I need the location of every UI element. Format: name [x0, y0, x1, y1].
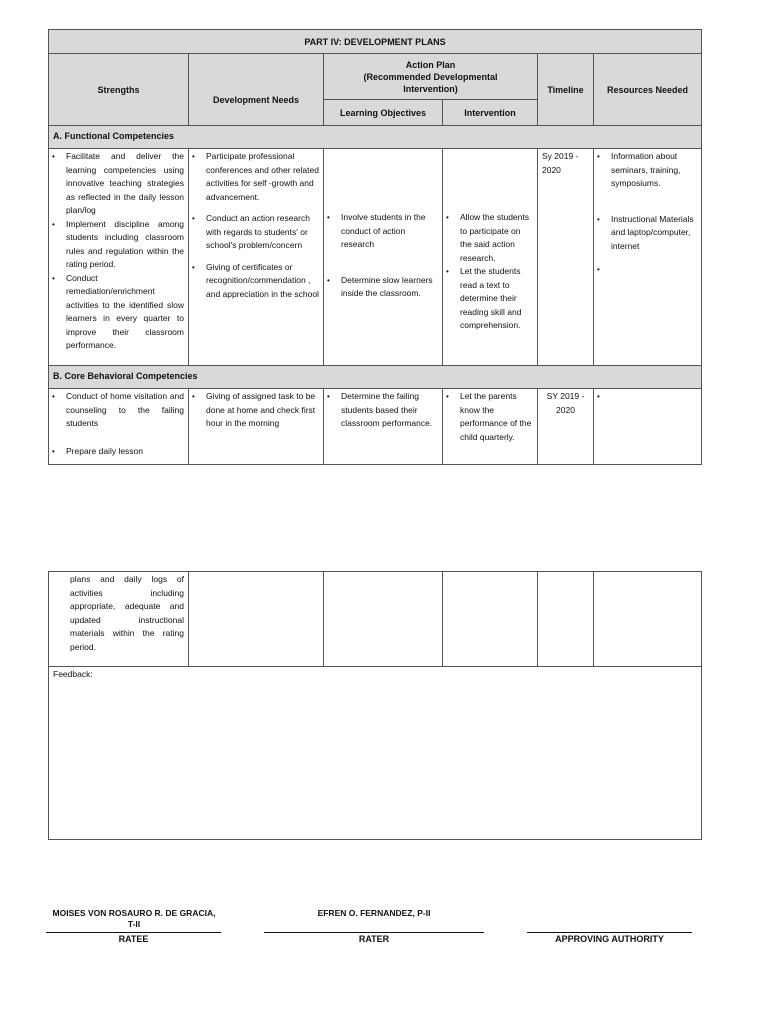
section-a-interventions [443, 149, 538, 366]
rater-role: RATER [358, 934, 390, 944]
intervention-text: Allow the students to participate on the said action research. [460, 212, 529, 263]
section-a-timeline [538, 149, 594, 366]
rater-name: EFREN O. FERNANDEZ, P-II [317, 908, 431, 918]
bullet-icon: • [446, 213, 449, 222]
list-item [324, 211, 442, 252]
timeline-text: SY 2019 - 2020 [546, 391, 585, 415]
bullet-icon: • [52, 392, 55, 401]
bullet-icon: • [597, 152, 600, 161]
bullet-icon: • [597, 214, 600, 224]
bullet-icon: • [446, 392, 449, 401]
ratee-signature-line [46, 932, 221, 933]
need-text: Conduct an action research with regards to students' or school's problem/concern [206, 213, 310, 250]
section-b-timeline [538, 389, 594, 465]
list-item [443, 265, 537, 333]
section-b-title: B. Core Behavioral Competencies [49, 366, 702, 389]
bullet-icon: • [52, 273, 55, 283]
empty-cell [189, 572, 324, 667]
bullet-icon: • [597, 392, 600, 401]
table-title: PART IV: DEVELOPMENT PLANS [49, 30, 702, 54]
list-item [49, 218, 188, 272]
section-a-learning-objectives [324, 149, 443, 366]
bullet-icon: • [52, 152, 55, 161]
ratee-name: MOISES VON ROSAURO R. DE GRACIA, T-II [52, 908, 216, 929]
section-b-development-needs [189, 389, 324, 465]
bullet-icon: • [192, 152, 195, 161]
empty-cell [538, 572, 594, 667]
section-a-development-needs [189, 149, 324, 366]
bullet-icon: • [327, 392, 330, 401]
intervention-text: Let the students read a text to determine their reading skill and comprehension. [460, 266, 522, 330]
section-a-title: A. Functional Competencies [49, 126, 702, 149]
list-item [189, 150, 323, 204]
section-b-strengths [49, 389, 189, 465]
list-item [49, 150, 188, 218]
approving-role: APPROVING AUTHORITY [555, 934, 664, 944]
timeline-text: Sy 2019 - 2020 [542, 151, 579, 175]
need-text: Giving of certificates or recognition/commendation , and appreciation in the school [206, 261, 319, 299]
list-item [189, 390, 323, 431]
development-plan-table [48, 29, 702, 465]
rater-signature-line [264, 932, 484, 933]
header-action-plan-line1: Action Plan [405, 59, 456, 70]
list-item [594, 213, 701, 254]
bullet-icon: • [52, 446, 55, 456]
section-b-resources [594, 389, 702, 465]
strength-text: Facilitate and deliver the learning competencies using innovative teaching strategies as reflected in the daily lesson plan/log [66, 151, 184, 215]
bullet-icon: • [446, 267, 449, 276]
header-resources-needed: Resources Needed [594, 54, 702, 126]
objective-text: Determine the failing students based their classroom performance. [341, 391, 433, 428]
list-item [594, 150, 701, 191]
bullet-icon: • [192, 392, 195, 401]
header-strengths: Strengths [49, 54, 189, 126]
resource-text: Information about seminars, training, symposiums. [611, 151, 681, 188]
list-item [443, 211, 537, 265]
header-action-plan-line3: Intervention) [403, 83, 458, 94]
strength-text-continued: plans and daily logs of activities including appropriate, adequate and updated instructional materials within the rating period. [70, 574, 184, 652]
header-development-needs: Development Needs [189, 54, 324, 126]
intervention-text: Let the parents know the performance of the child quarterly. [460, 391, 532, 442]
strength-text: Prepare daily lesson [66, 445, 144, 456]
section-b-learning-objectives [324, 389, 443, 465]
feedback-box [49, 667, 702, 840]
section-a-strengths [49, 149, 189, 366]
header-timeline: Timeline [538, 54, 594, 126]
bullet-icon: • [192, 214, 195, 223]
strength-text: Conduct remediation/enrichment activities to the identified slow learners in every quarter to improve their classroom performance. [66, 272, 184, 350]
list-item [49, 272, 188, 353]
feedback-label: Feedback: [53, 669, 93, 679]
list-item [49, 390, 188, 431]
approving-signature-line [527, 932, 692, 933]
list-item [324, 274, 442, 301]
header-action-plan-line2: (Recommended Developmental [363, 71, 498, 82]
need-text: Giving of assigned task to be done at home and check first hour in the morning [206, 391, 316, 428]
need-text: Participate professional conferences and other related activities for self -growth and advancement. [206, 151, 319, 202]
empty-cell [324, 572, 443, 667]
bullet-icon: • [52, 219, 55, 229]
list-item [189, 261, 323, 302]
empty-cell [443, 572, 538, 667]
objective-text: Involve students in the conduct of action research [341, 212, 426, 249]
bullet-icon: • [192, 262, 195, 272]
ratee-role: RATEE [118, 934, 149, 944]
header-learning-objectives: Learning Objectives [324, 100, 443, 126]
section-a-resources [594, 149, 702, 366]
bullet-icon: • [597, 265, 600, 274]
header-intervention: Intervention [443, 100, 538, 126]
strength-text: Implement discipline among students including classroom rules and regulation within the rating period. [66, 218, 184, 269]
development-plan-table-continued [48, 571, 702, 840]
bullet-icon: • [327, 275, 330, 285]
list-item [443, 390, 537, 444]
empty-cell [594, 572, 702, 667]
section-b-interventions [443, 389, 538, 465]
strength-text: Conduct of home visitation and counseling to the failing students [66, 391, 184, 428]
list-item [49, 445, 188, 459]
objective-text: Determine slow learners inside the classroom. [341, 274, 433, 298]
list-item [189, 212, 323, 253]
resource-text: Instructional Materials and laptop/computer, internet [611, 213, 694, 251]
section-b-strengths-continued [49, 572, 189, 667]
list-item [324, 390, 442, 431]
header-action-plan [324, 54, 538, 100]
bullet-icon: • [327, 213, 330, 222]
